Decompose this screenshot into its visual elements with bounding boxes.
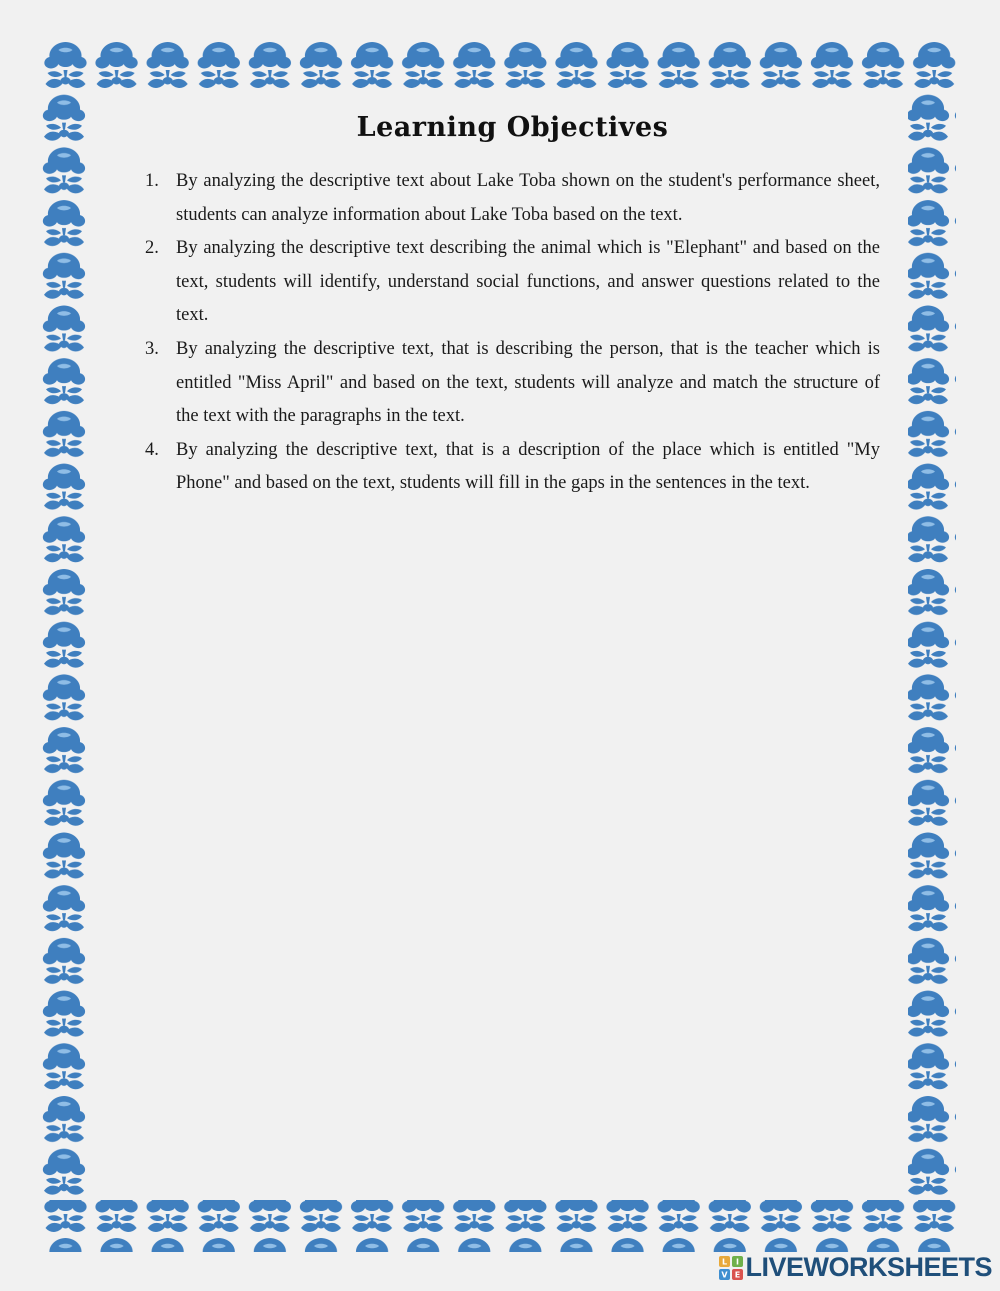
objective-item bbox=[145, 434, 880, 501]
objectives-list bbox=[145, 165, 880, 501]
objective-item bbox=[145, 333, 880, 434]
objective-text: By analyzing the descriptive text about Lake Toba shown on the student's performance sheet, students can analyze information about Lake Toba based on the text. bbox=[176, 171, 880, 225]
border-bottom bbox=[40, 1200, 960, 1252]
objective-number: 3. bbox=[145, 338, 159, 359]
border-right bbox=[908, 92, 956, 1200]
objectives-section bbox=[145, 112, 880, 501]
objective-text: By analyzing the descriptive text describing the animal which is "Elephant" and based on the text, students will identify, understand social functions, and answer questions related to the text. bbox=[176, 238, 880, 326]
liveworksheets-watermark[interactable] bbox=[719, 1252, 992, 1283]
liveworksheets-logo-icon bbox=[719, 1256, 743, 1280]
svg-text:V: V bbox=[721, 1270, 729, 1279]
border-left bbox=[40, 92, 88, 1200]
objective-number: 4. bbox=[145, 439, 159, 460]
svg-text:I: I bbox=[736, 1257, 740, 1266]
svg-text:L: L bbox=[722, 1257, 728, 1266]
objective-text: By analyzing the descriptive text, that is a description of the place which is entitled "My Phone" and based on the text, students will fill in the gaps in the sentences in the text. bbox=[176, 439, 880, 494]
liveworksheets-brand: LIVEWORKSHEETS bbox=[745, 1252, 992, 1282]
objective-text: By analyzing the descriptive text, that is describing the person, that is the teacher which is entitled "Miss April" and based on the text, students will analyze and match the structure of the text with the paragraphs in the text. bbox=[176, 338, 880, 427]
objective-number: 1. bbox=[145, 171, 159, 191]
page-title: Learning Objectives bbox=[356, 112, 669, 143]
objective-item bbox=[145, 165, 880, 232]
svg-text:E: E bbox=[735, 1270, 741, 1279]
border-top bbox=[40, 40, 960, 92]
objective-item bbox=[145, 232, 880, 333]
objective-number: 2. bbox=[145, 238, 159, 259]
